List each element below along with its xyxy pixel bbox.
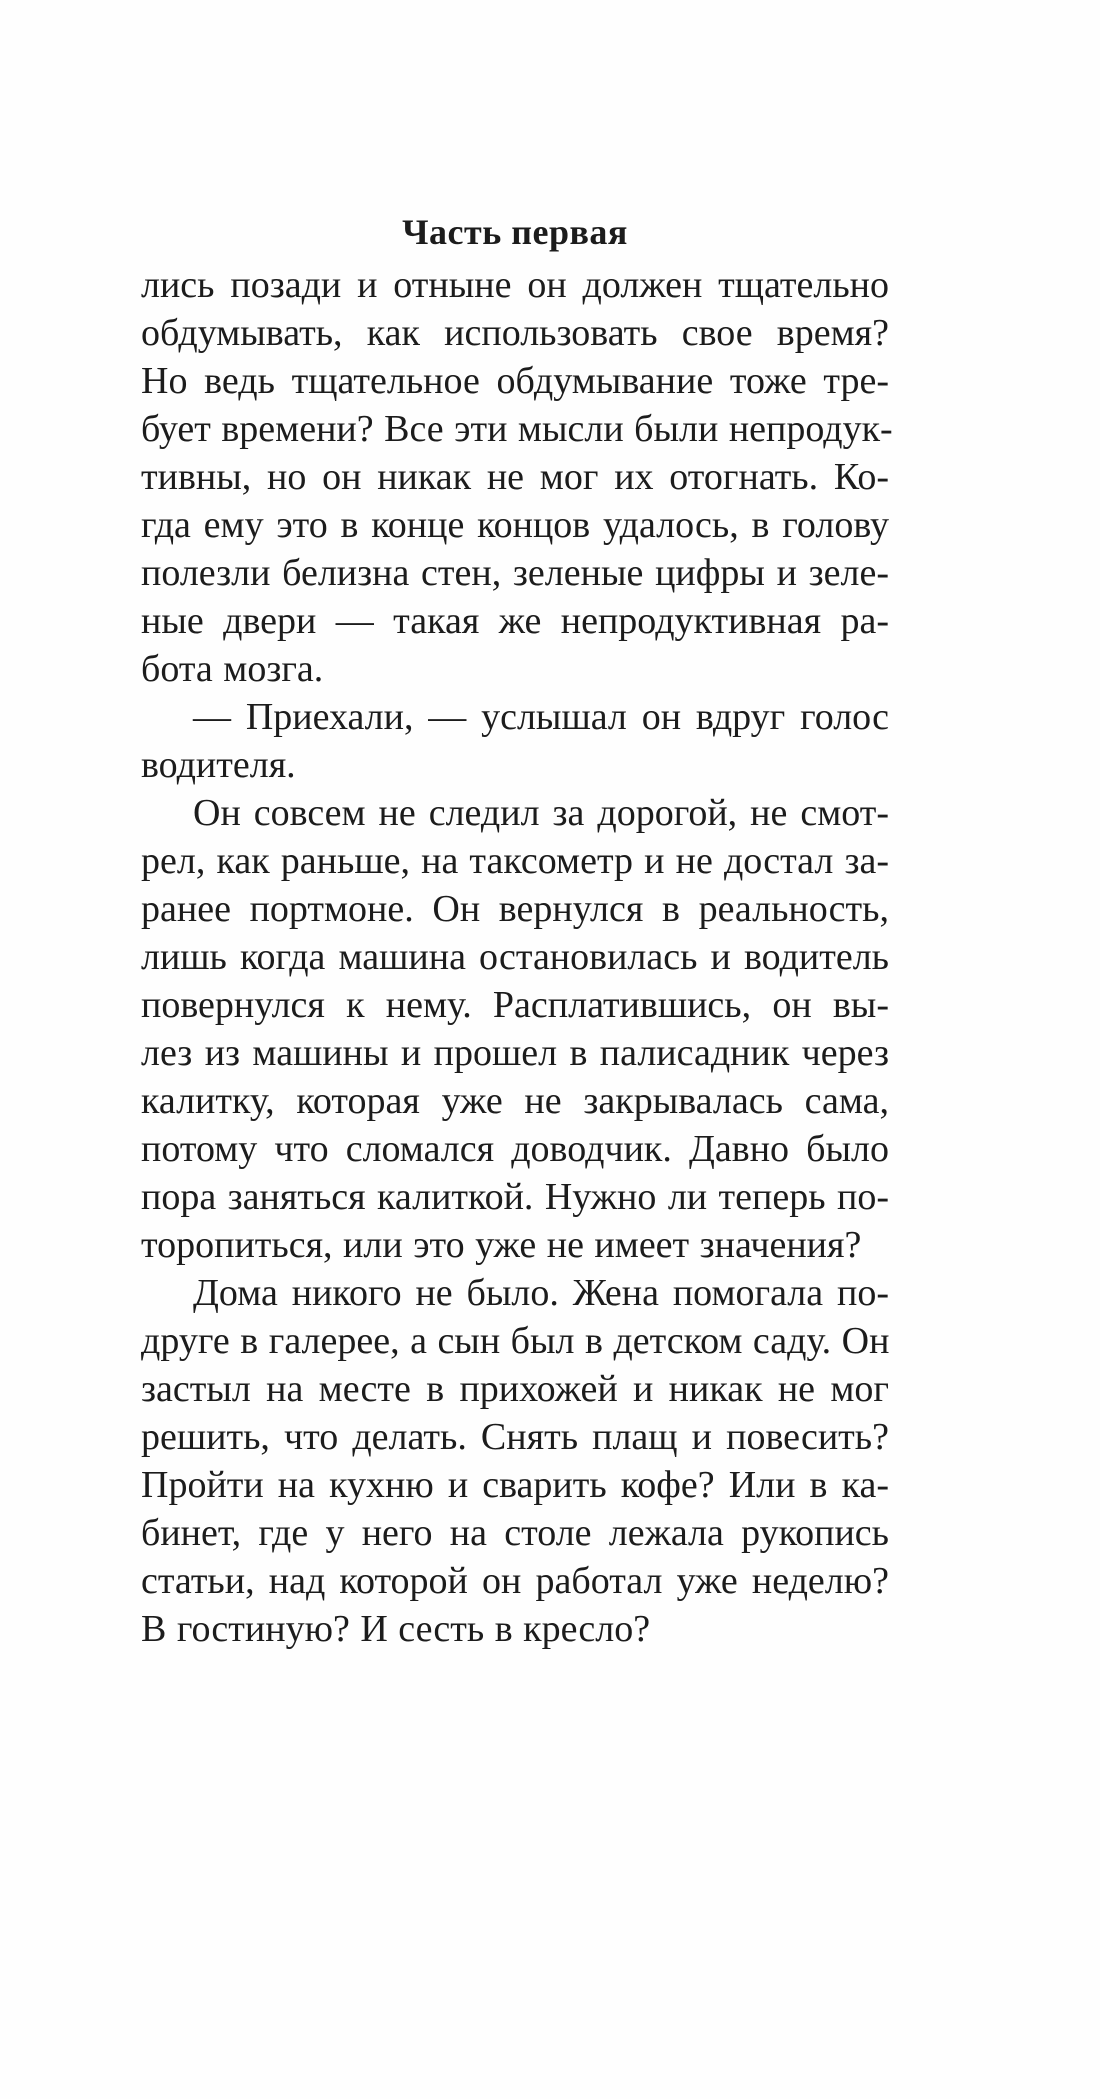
text-line: бинет, где у него на столе лежала рукопись (141, 1512, 889, 1554)
text-line: друге в галерее, а сын был в детском саду. Он (141, 1320, 890, 1362)
text-line: гда ему это в конце концов удалось, в голову (141, 504, 889, 546)
text-line: обдумывать, как использовать свое время? (141, 312, 889, 354)
text-line: лись позади и отныне он должен тщательно (141, 264, 889, 306)
text-line: полезли белизна стен, зеленые цифры и зеле- (141, 552, 889, 594)
text-line: повернулся к нему. Расплатившись, он вы- (141, 984, 889, 1026)
text-line: статьи, над которой он работал уже неделю? (141, 1560, 889, 1602)
text-line: калитку, которая уже не закрывалась сама, (141, 1080, 889, 1122)
text-line: водителя. (141, 744, 296, 786)
text-line: пора заняться калиткой. Нужно ли теперь по- (141, 1176, 889, 1218)
text-line: тивны, но он никак не мог их отогнать. Ко- (141, 456, 889, 498)
text-line: Он совсем не следил за дорогой, не смот- (193, 792, 889, 834)
text-line: лишь когда машина остановилась и водитель (141, 936, 889, 978)
text-line: Но ведь тщательное обдумывание тоже тре- (141, 360, 889, 402)
text-line: Дома никого не было. Жена помогала по- (193, 1272, 889, 1314)
part-heading: Часть первая (402, 211, 628, 252)
text-line: торопиться, или это уже не имеет значения? (141, 1224, 862, 1266)
text-line: ранее портмоне. Он вернулся в реальность, (141, 888, 889, 930)
text-line: ные двери — такая же непродуктивная ра- (141, 600, 889, 642)
text-line: Пройти на кухню и сварить кофе? Или в ка- (141, 1464, 889, 1506)
text-line: лез из машины и прошел в палисадник через (141, 1032, 889, 1074)
text-line: бота мозга. (141, 648, 324, 690)
text-line: застыл на месте в прихожей и никак не мог (141, 1368, 889, 1410)
text-line: рел, как раньше, на таксометр и не достал за- (141, 840, 889, 882)
text-line: — Приехали, — услышал он вдруг голос (193, 696, 889, 738)
text-line: бует времени? Все эти мысли были непродук- (141, 408, 893, 450)
text-block (141, 261, 893, 1653)
text-line: решить, что делать. Снять плащ и повесить? (141, 1416, 889, 1458)
text-line: В гостиную? И сесть в кресло? (141, 1608, 651, 1650)
text-line: потому что сломался доводчик. Давно было (141, 1128, 889, 1170)
